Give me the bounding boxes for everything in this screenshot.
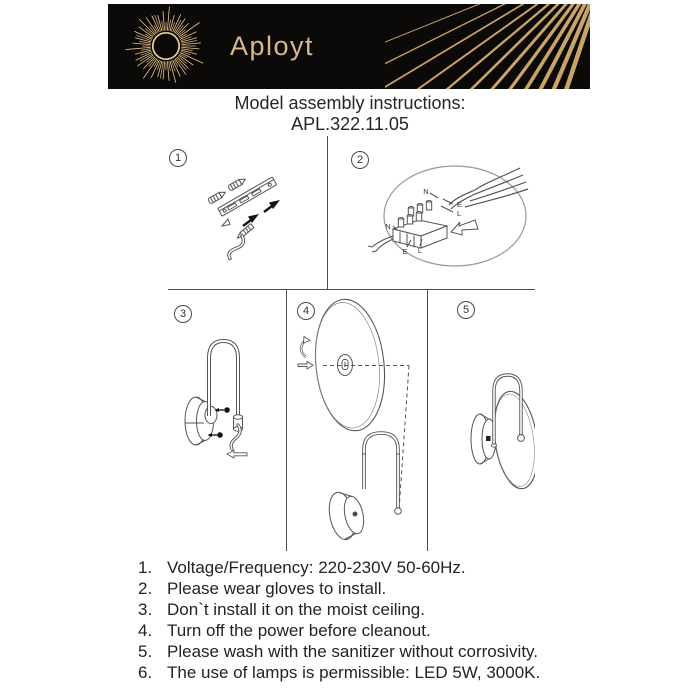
list-item — [138, 578, 678, 599]
page-title: Model assembly instructions: — [234, 93, 466, 113]
list-text: Don`t install it on the moist ceiling. — [167, 600, 425, 619]
step-panel-5 — [427, 289, 535, 551]
bracket-anchors-illustration — [168, 135, 327, 289]
slide-arrow-icon — [227, 451, 247, 459]
list-number: 3. — [138, 600, 153, 619]
rotate-arrow-icon — [301, 337, 310, 358]
list-number: 1. — [138, 558, 153, 577]
wire-label-n: N — [423, 187, 429, 196]
list-number: 4. — [138, 621, 153, 640]
step-number-badge: 4 — [297, 302, 315, 320]
wire-label-e: E — [402, 247, 408, 256]
step-number-badge: 2 — [351, 151, 369, 169]
shade-attachment-illustration — [286, 289, 427, 551]
title-block — [0, 93, 700, 135]
list-item — [138, 662, 678, 683]
wire-label-e: E — [457, 200, 463, 209]
list-text: Please wear gloves to install. — [167, 579, 387, 598]
list-number: 2. — [138, 579, 153, 598]
step-panel-1 — [168, 135, 327, 289]
step-number-badge: 1 — [169, 149, 187, 167]
list-number: 5. — [138, 642, 153, 661]
wire-label-n: N — [385, 222, 391, 231]
list-text: The use of lamps is permissible: LED 5W, 3000K. — [167, 663, 541, 682]
brand-name: Aployt — [230, 31, 315, 61]
slide-arrow-icon — [298, 362, 313, 369]
brand-banner — [108, 4, 590, 89]
list-item — [138, 599, 678, 620]
instructions-list — [138, 557, 678, 683]
insert-arrow-icon — [451, 220, 478, 235]
list-number: 6. — [138, 663, 153, 682]
list-item — [138, 620, 678, 641]
wire-label-l: L — [417, 246, 423, 255]
list-text: Please wash with the sanitizer without corrosivity. — [167, 642, 539, 661]
hex-key-icon — [229, 236, 244, 259]
sunburst-logo-icon — [114, 4, 218, 89]
banner-rays-decoration-icon — [385, 4, 590, 89]
step-panel-4 — [286, 289, 427, 551]
list-text: Voltage/Frequency: 220-230V 50-60Hz. — [167, 558, 466, 577]
list-item — [138, 557, 678, 578]
list-item — [138, 641, 678, 662]
push-arrow-icon — [243, 200, 280, 226]
assembled-lamp-illustration — [427, 289, 535, 551]
step-panel-3 — [168, 289, 286, 551]
step-number-badge: 3 — [174, 305, 192, 323]
step-number-badge: 5 — [457, 301, 475, 319]
wire-label-l: L — [457, 209, 462, 218]
frame-mounting-illustration — [168, 289, 286, 551]
list-text: Turn off the power before cleanout. — [167, 621, 431, 640]
model-number: APL.322.11.05 — [291, 114, 409, 134]
